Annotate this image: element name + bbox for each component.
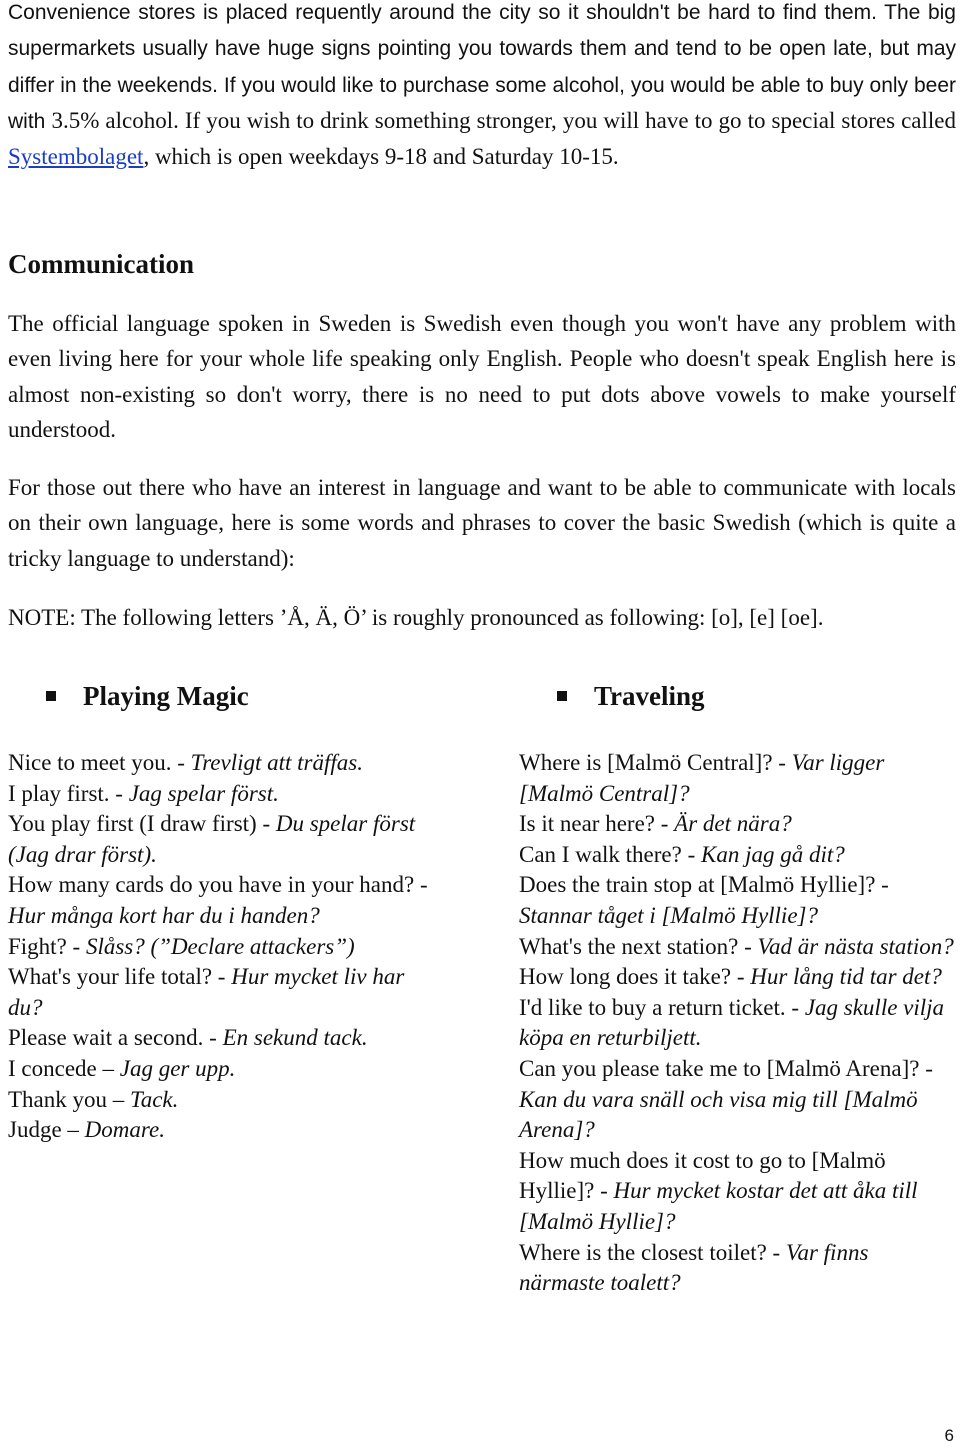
traveling-heading — [519, 678, 959, 714]
english-phrase: Where is [Malmö Central]? - — [519, 750, 792, 775]
english-phrase: How much does it cost to go to [Malmö Hyllie]? - — [519, 1147, 886, 1204]
swedish-phrase: Trevligt att träffas. — [190, 750, 363, 775]
pronunciation-note: NOTE: The following letters ’Å, Ä, Ö’ is roughly pronounced as following: [o], [e] [oe]. — [8, 605, 824, 630]
phrase-item — [519, 840, 959, 871]
english-phrase: What's the next station? - — [519, 933, 758, 959]
intro-paragraph — [8, 0, 956, 174]
systembolaget-link[interactable]: Systembolaget — [8, 144, 144, 170]
english-phrase: How long does it take? - — [519, 964, 751, 990]
traveling-heading-text: Traveling — [594, 680, 705, 711]
phrase-item — [8, 1085, 433, 1116]
swedish-phrase: Kan du vara snäll och visa mig till [Malmö Arena]? — [519, 1086, 918, 1143]
phrase-item — [8, 962, 433, 1023]
intro-text-part-1: Convenience stores is placed requently around the city so it shouldn't be hard to find them. The big supermarkets usually have huge signs pointing you towards them and tend to be open late, but may differ in the weekends. If you would like to purchase some alcohol, you would be able to buy only beer with — [8, 1, 956, 133]
english-phrase: Where is the closest toilet? - — [519, 1239, 786, 1265]
english-phrase: You play first (I draw first) - — [8, 811, 276, 837]
swedish-phrase: Vad är nästa station? — [757, 933, 954, 959]
swedish-phrase: Jag spelar först. — [128, 780, 279, 806]
swedish-phrase: - Hur många kort har du i handen? — [8, 872, 428, 928]
playing-magic-section — [8, 678, 433, 1146]
phrase-item — [8, 1054, 433, 1085]
phrase-item — [519, 932, 959, 963]
phrase-item — [8, 870, 433, 931]
phrase-item — [8, 1023, 433, 1054]
swedish-phrase: Domare. — [84, 1117, 165, 1143]
phrase-item — [8, 1115, 433, 1146]
swedish-phrase: Tack. — [130, 1086, 179, 1112]
phrase-item — [519, 1238, 959, 1299]
english-phrase: Nice to meet you. - — [8, 750, 191, 775]
english-phrase: Fight? - — [8, 933, 86, 959]
swedish-phrase: Är det nära? — [674, 811, 792, 837]
phrase-item — [519, 748, 959, 809]
phrase-item — [8, 809, 433, 870]
english-phrase: What's your life total? - — [8, 964, 232, 990]
traveling-section — [519, 678, 959, 1299]
english-phrase: Does the train stop at [Malmö Hyllie]? - — [519, 872, 889, 898]
playing-magic-phrase-list — [8, 748, 433, 1146]
swedish-phrase: Kan jag gå dit? — [701, 841, 845, 867]
square-bullet-icon — [46, 691, 56, 701]
square-bullet-icon — [557, 691, 567, 701]
swedish-phrase: Hur lång tid tar det? — [750, 964, 942, 990]
english-phrase: I play first. - — [8, 780, 129, 806]
phrase-item — [519, 809, 959, 840]
english-phrase: How many cards do you have in your hand? — [8, 872, 420, 898]
playing-magic-heading — [8, 678, 433, 714]
swedish-phrase: Var finns närmaste toalett? — [519, 1239, 869, 1296]
intro-text-part-3: , which is open weekdays 9-18 and Saturday 10-15. — [143, 144, 619, 170]
language-interest-paragraph: For those out there who have an interest in language and want to be able to communicate with locals on their own language, here is some words and phrases to cover the basic Swedish (which is quite a tricky language to understand): — [8, 475, 956, 571]
traveling-phrase-list — [519, 748, 959, 1299]
phrase-item — [519, 993, 959, 1054]
swedish-phrase: Stannar tåget i [Malmö Hyllie]? — [519, 902, 818, 928]
phrase-item — [519, 1146, 959, 1238]
english-phrase: Is it near here? - — [519, 811, 675, 837]
english-phrase: I'd like to buy a return ticket. - — [519, 994, 805, 1020]
swedish-phrase: Var ligger [Malmö Central]? — [519, 750, 885, 806]
english-phrase: Thank you – — [8, 1086, 131, 1112]
phrase-item — [8, 748, 433, 779]
swedish-phrase: Hur mycket kostar det att åka till [Malmö Hyllie]? — [519, 1178, 918, 1234]
phrase-item — [519, 1054, 959, 1146]
swedish-phrase: Hur mycket liv har du? — [8, 964, 405, 1020]
swedish-phrase: Du spelar först (Jag drar först). — [8, 811, 416, 867]
swedish-phrase: Jag ger upp. — [119, 1055, 236, 1081]
swedish-phrase: Slåss? (”Declare attackers”) — [85, 933, 355, 959]
communication-paragraph: The official language spoken in Sweden is Swedish even though you won't have any problem with even living here for your whole life speaking only English. People who doesn't speak English here is almost non-existing so don't worry, there is no need to put dots above vowels to make yourself understood. — [8, 311, 956, 442]
english-phrase: Judge – — [8, 1117, 85, 1143]
intro-text-part-2: 3.5% alcohol. If you wish to drink something stronger, you will have to go to special stores called — [51, 107, 956, 133]
english-phrase: I concede – — [8, 1055, 120, 1081]
swedish-phrase: Jag skulle vilja köpa en returbiljett. — [519, 994, 945, 1051]
english-phrase: Can you please take me to [Malmö Arena]? - — [519, 1055, 933, 1081]
phrase-item — [8, 779, 433, 810]
swedish-phrase: En sekund tack. — [222, 1025, 368, 1051]
page-number: 6 — [944, 1426, 954, 1445]
phrase-item — [519, 962, 959, 993]
english-phrase: Can I walk there? - — [519, 841, 702, 867]
phrase-item — [519, 870, 959, 931]
phrase-item — [8, 932, 433, 963]
communication-heading: Communication — [8, 249, 195, 279]
english-phrase: Please wait a second. - — [8, 1025, 223, 1051]
playing-magic-heading-text: Playing Magic — [83, 680, 249, 711]
